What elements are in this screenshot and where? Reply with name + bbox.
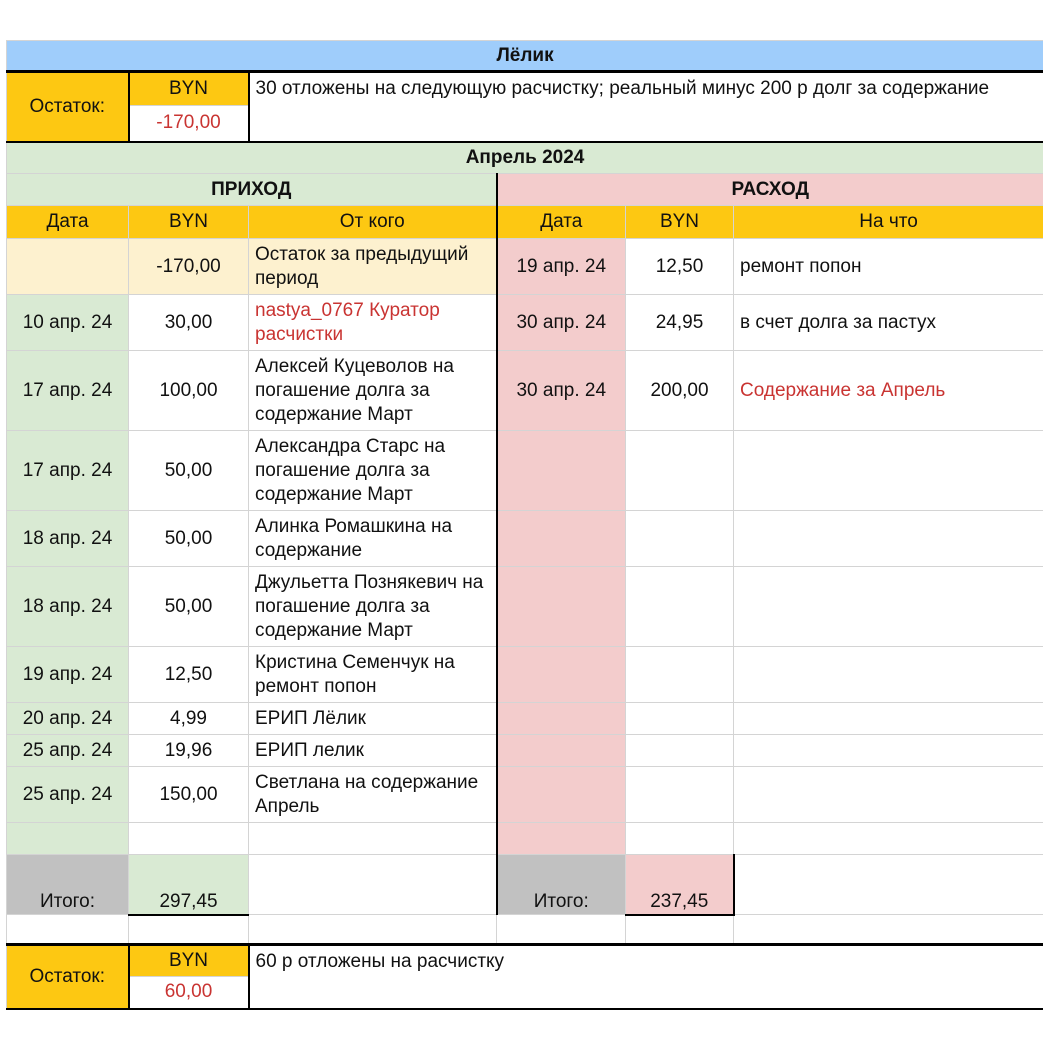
- income-col-amount[interactable]: BYN: [129, 206, 249, 239]
- period-title[interactable]: Апрель 2024: [7, 142, 1043, 174]
- income-from-cell[interactable]: ЕРИП Лёлик: [249, 703, 497, 735]
- expense-amount-cell[interactable]: 24,95: [626, 295, 734, 351]
- income-amount-cell[interactable]: 150,00: [129, 767, 249, 823]
- income-date-cell[interactable]: 25 апр. 24: [7, 767, 129, 823]
- income-amount-cell[interactable]: 4,99: [129, 703, 249, 735]
- income-total-label[interactable]: Итого:: [7, 855, 129, 915]
- income-amount-cell[interactable]: 12,50: [129, 647, 249, 703]
- income-from-cell[interactable]: Кристина Семенчук на ремонт попон: [249, 647, 497, 703]
- expense-amount-cell[interactable]: 12,50: [626, 239, 734, 295]
- expense-col-date[interactable]: Дата: [497, 206, 626, 239]
- expense-section-title[interactable]: РАСХОД: [497, 174, 1043, 206]
- table-row: [7, 351, 1043, 431]
- expense-date-cell[interactable]: [497, 823, 626, 855]
- expense-amount-cell[interactable]: [626, 647, 734, 703]
- expense-amount-cell[interactable]: 200,00: [626, 351, 734, 431]
- table-row: [7, 295, 1043, 351]
- blank-cell[interactable]: [626, 915, 734, 945]
- expense-date-cell[interactable]: [497, 767, 626, 823]
- table-row: [7, 647, 1043, 703]
- opening-currency[interactable]: BYN: [129, 72, 249, 106]
- income-date-cell[interactable]: 18 апр. 24: [7, 511, 129, 567]
- income-col-from[interactable]: От кого: [249, 206, 497, 239]
- income-amount-cell[interactable]: 19,96: [129, 735, 249, 767]
- opening-balance-label[interactable]: Остаток:: [7, 72, 129, 142]
- expense-col-purpose[interactable]: На что: [734, 206, 1043, 239]
- expense-purpose-cell[interactable]: [734, 767, 1043, 823]
- expense-amount-cell[interactable]: [626, 431, 734, 511]
- income-amount-cell[interactable]: 50,00: [129, 511, 249, 567]
- expense-date-cell[interactable]: 30 апр. 24: [497, 295, 626, 351]
- table-row: [7, 567, 1043, 647]
- income-from-cell[interactable]: Алинка Ромашкина на содержание: [249, 511, 497, 567]
- expense-amount-cell[interactable]: [626, 703, 734, 735]
- expense-col-amount[interactable]: BYN: [626, 206, 734, 239]
- expense-date-cell[interactable]: [497, 703, 626, 735]
- expense-date-cell[interactable]: 30 апр. 24: [497, 351, 626, 431]
- expense-amount-cell[interactable]: [626, 823, 734, 855]
- income-date-cell[interactable]: 25 апр. 24: [7, 735, 129, 767]
- income-date-cell[interactable]: [7, 239, 129, 295]
- income-date-cell[interactable]: [7, 823, 129, 855]
- income-from-cell[interactable]: ЕРИП лелик: [249, 735, 497, 767]
- table-row: [7, 735, 1043, 767]
- table-row: [7, 767, 1043, 823]
- income-total-spacer[interactable]: [249, 855, 497, 915]
- closing-balance-value[interactable]: 60,00: [129, 977, 249, 1009]
- table-row: [7, 703, 1043, 735]
- income-from-cell[interactable]: [249, 823, 497, 855]
- income-date-cell[interactable]: 17 апр. 24: [7, 351, 129, 431]
- ledger-table: [6, 40, 1043, 1010]
- expense-total-label[interactable]: Итого:: [497, 855, 626, 915]
- blank-cell[interactable]: [497, 915, 626, 945]
- expense-date-cell[interactable]: [497, 567, 626, 647]
- totals-row: [7, 855, 1043, 915]
- table-row: [7, 431, 1043, 511]
- income-amount-cell[interactable]: 100,00: [129, 351, 249, 431]
- income-from-cell[interactable]: Светлана на содержание Апрель: [249, 767, 497, 823]
- expense-amount-cell[interactable]: [626, 767, 734, 823]
- income-col-date[interactable]: Дата: [7, 206, 129, 239]
- expense-total-value[interactable]: 237,45: [626, 855, 734, 915]
- expense-purpose-cell[interactable]: [734, 567, 1043, 647]
- income-from-cell[interactable]: nastya_0767 Куратор расчистки: [249, 295, 497, 351]
- table-row: [7, 511, 1043, 567]
- opening-note[interactable]: 30 отложены на следующую расчистку; реальный минус 200 р долг за содержание: [249, 72, 1043, 142]
- table-row: [7, 915, 1043, 945]
- income-amount-cell[interactable]: 30,00: [129, 295, 249, 351]
- expense-date-cell[interactable]: [497, 735, 626, 767]
- closing-currency[interactable]: BYN: [129, 945, 249, 977]
- opening-balance-value[interactable]: -170,00: [129, 106, 249, 142]
- income-date-cell[interactable]: 17 апр. 24: [7, 431, 129, 511]
- income-amount-cell[interactable]: 50,00: [129, 567, 249, 647]
- income-amount-cell[interactable]: [129, 823, 249, 855]
- expense-purpose-cell[interactable]: [734, 647, 1043, 703]
- income-date-cell[interactable]: 20 апр. 24: [7, 703, 129, 735]
- blank-cell[interactable]: [249, 915, 497, 945]
- closing-note[interactable]: 60 р отложены на расчистку: [249, 945, 1043, 1009]
- expense-purpose-cell[interactable]: Содержание за Апрель: [734, 351, 1043, 431]
- expense-purpose-cell[interactable]: ремонт попон: [734, 239, 1043, 295]
- blank-cell[interactable]: [129, 915, 249, 945]
- expense-purpose-cell[interactable]: в счет долга за пастух: [734, 295, 1043, 351]
- income-from-cell[interactable]: Джульетта Познякевич на погашение долга за содержание Март: [249, 567, 497, 647]
- expense-purpose-cell[interactable]: [734, 703, 1043, 735]
- expense-date-cell[interactable]: [497, 431, 626, 511]
- income-date-cell[interactable]: 19 апр. 24: [7, 647, 129, 703]
- expense-date-cell[interactable]: [497, 511, 626, 567]
- income-from-cell[interactable]: Александра Старс на погашение долга за содержание Март: [249, 431, 497, 511]
- income-amount-cell[interactable]: 50,00: [129, 431, 249, 511]
- table-row: [7, 239, 1043, 295]
- expense-date-cell[interactable]: 19 апр. 24: [497, 239, 626, 295]
- expense-purpose-cell[interactable]: [734, 511, 1043, 567]
- expense-purpose-cell[interactable]: [734, 823, 1043, 855]
- expense-amount-cell[interactable]: [626, 567, 734, 647]
- closing-balance-label[interactable]: Остаток:: [7, 945, 129, 1009]
- income-date-cell[interactable]: 18 апр. 24: [7, 567, 129, 647]
- sheet-title[interactable]: Лёлик: [7, 41, 1043, 72]
- blank-cell[interactable]: [734, 915, 1043, 945]
- expense-purpose-cell[interactable]: [734, 735, 1043, 767]
- expense-purpose-cell[interactable]: [734, 431, 1043, 511]
- income-total-value[interactable]: 297,45: [129, 855, 249, 915]
- expense-amount-cell[interactable]: [626, 511, 734, 567]
- income-amount-cell[interactable]: -170,00: [129, 239, 249, 295]
- income-date-cell[interactable]: 10 апр. 24: [7, 295, 129, 351]
- spreadsheet: [6, 40, 1043, 1010]
- table-row: [7, 823, 1043, 855]
- blank-cell[interactable]: [7, 915, 129, 945]
- expense-amount-cell[interactable]: [626, 735, 734, 767]
- expense-date-cell[interactable]: [497, 647, 626, 703]
- expense-total-spacer[interactable]: [734, 855, 1043, 915]
- income-section-title[interactable]: ПРИХОД: [7, 174, 497, 206]
- income-from-cell[interactable]: Остаток за предыдущий период: [249, 239, 497, 295]
- income-from-cell[interactable]: Алексей Куцеволов на погашение долга за содержание Март: [249, 351, 497, 431]
